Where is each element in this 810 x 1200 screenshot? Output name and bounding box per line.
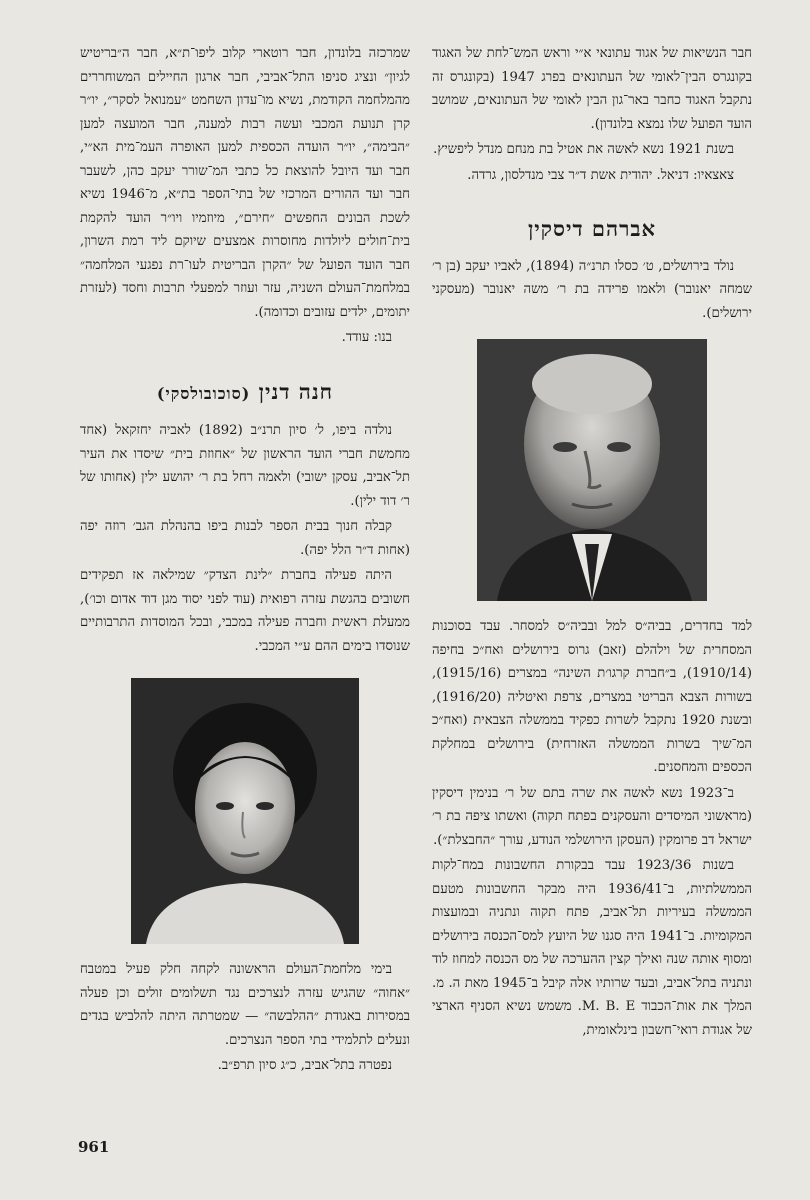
- death-line: נפטרה בתל־אביב, כ״ג סיון תרפ״ב.: [217, 1058, 392, 1073]
- portrait-photo-woman: [131, 678, 359, 944]
- heading-maiden-name: (סוכובולסקי): [156, 383, 251, 403]
- right-column: [432, 42, 752, 1044]
- bio-paragraph: היתה פעילה בחברת ״לינת הצדק״ שמילאה אז תפקידים חשובים בהגשת עזרה רפואית (עוד לפני יסוד מגן דוד אדום וכו׳), ממעלת ראשית וחברה פעילה במכבי, ובכל המוסדות התרבותיים שנוסדו בימים ההם ע״י המכבי.: [80, 568, 410, 654]
- intro-paragraph: בשנת 1921 נשא לאשה את אטיל בת מנחם מנדל ליפשיץ.: [433, 142, 734, 157]
- bio-paragraph: קבלה חנוך בבית הספר לבנות ביפו בהנהלת הגב׳ רוזה יפה (אחות ד״ר הלל יפה).: [80, 519, 410, 558]
- left-column: [80, 42, 410, 1080]
- bio-paragraph: למד בחדרים, בביה״ס למל ובביה״ס למסחר. עבד בסוכנות המסחרית של וילהלם (זאב) גרוס בירושלים ואח״כ בחיפה (1910/14), ב״חברת קרגו׳ת השינה״ במצרים (1915/16), בשורות הצבא הבריטי במצרים, צרפת ואיטליה (1916/20), ובשנת 1920 נתקבל לשרות כפקיד בממשלה הצבאית (ואח״כ המ־שיך בשרות הממשלה האזרחית) בירושלים במחלקת הכספים והמחסנים.: [432, 619, 753, 775]
- biography-heading: אברהם דיסקין: [527, 216, 657, 241]
- bio-paragraph: בימי מלחמת־העולם הראשונה לקחה חלק פעיל במטבח ״אחוה״ שהגיש עזרה לנצרכים נגד תשלומים זולים וכן פעלה במסירות באגודת ״ההלבשה״ — שמטרתה היתה להלביש בגדים ונעלים לתלמידי בתי הספר הנצרכים.: [80, 962, 410, 1048]
- portrait-man-illustration: [477, 339, 707, 601]
- page-number: 961: [78, 1138, 110, 1156]
- bio-paragraph: ב־1923 נשא לאשה את שרה בתם של ר׳ בנימין דיסקין (מראשוני המיסדים והעסקנים בפתח תקוה) ואשתו ציפה בת ר׳ ישראל דב פרומקין (העסקן הירושלמי הנודע, עורך ״החבצלת״).: [432, 785, 752, 848]
- bio-paragraph: נולדה ביפו, ל׳ סיון תרנ״ב (1892) לאביה יחזקאל (אחד מחמשת חברי הועד הראשון של ״אחוזת בית״ שיסדו את העיר תל־אביב, עסקן ישובי) ולאמה רחל בת ר׳ יהושע ילין (אחותו של ר׳ דוד ילין).: [80, 423, 410, 509]
- bio-paragraph: בשנות 1923/36 עבד בבקורת החשבונות במח־לקות הממשלתיות, ב־1936/41 היה מבקר החשבונות מטעם הממשלה בעיריות תל־אביב, פתח תקוה ונתניה ובמועצות המקומיות. ב־1941 היה סגנו של היועץ למס־הכנסה בירושלים ומסוף אותה שנה ואילך קצין ההערכה של מס הכנסה למחוז לוד ונתניה בתל־אביב, ובעד שרותיו אלה קיבל ב־1945 מאת ה. מ. המלך את אות־הכבוד M. B. E. משמש נשיא הסניף הארצי של אגודת רואי־חשבון בינלאומית,: [432, 858, 753, 1038]
- descendants-line: צאצאיו: דניאל. יהודית אשת ד״ר צבי מנדלסון, גרדה.: [467, 167, 734, 183]
- portrait-photo-man: [477, 339, 707, 601]
- continuation-paragraph: שמרכזה בלונדון, חבר רוטארי קלוב ליפו־ת״א, חבר ה״בריטיש לגיון״ ונציג סניפו התל־אביבי, חבר ארגון החיילים המשוחררים מהמלחמה הקודמת, נשיא מו־עדון השחמט ״עמנואל לסקר״, יו״ר קרן תנועת המכבי ועשה רבות למענה, חבר המועצה למען ״הבימה״, יו״ר הועדה הכספית למען האופרה העמ־מית הא״י, חבר ועד היובל להוצאת כל כתבי המ־שורר יעקב כהן, לשעבר חבר ועד ההורים המרכזי של בתי־הספר בת״א, מ־1946 נשיא לשכת הבונים החפשים ״חירם״, מיוזמיו ויו״ר הועד להקמת בית־חולים ליולדות מחוסרות אמצעים שיוקם ליד רמת השרון, חבר הועד הפועל של ״הקרן הבריטית לעו־רת נפגעי המלחמה״ במלחמת־העולם השניה, עזר ועוזר למפעלי תרבות וחסד (לעזרת יתומים, ילדים עזובים וכדומה).: [80, 46, 410, 320]
- son-line: בנו: עודד.: [341, 330, 392, 345]
- bio-intro-paragraph: נולד בירושלים, ט׳ כסלו תרנ״ה (1894), לאביו יעקב (בן ר׳ שמחה יאנובר) ולאמו פרידה בת ר׳ משה יאנובר (מעסקני ירושלים).: [432, 258, 752, 321]
- intro-paragraph: חבר הנשיאות של אגוד עתונאי א״י וראש המש־לחת של האגוד בקונגרס הבין־לאומי של העתונאים בפרג 1947 (בקונגרס זה נתקבל האגוד כחבר באר־גון הבין לאומי של העתונאים, שמושב הועד הפועל שלו נמצא בלונדון).: [432, 46, 752, 132]
- heading-name: חנה דנין: [258, 378, 334, 404]
- biography-heading: [80, 380, 410, 406]
- portrait-woman-illustration: [131, 678, 359, 944]
